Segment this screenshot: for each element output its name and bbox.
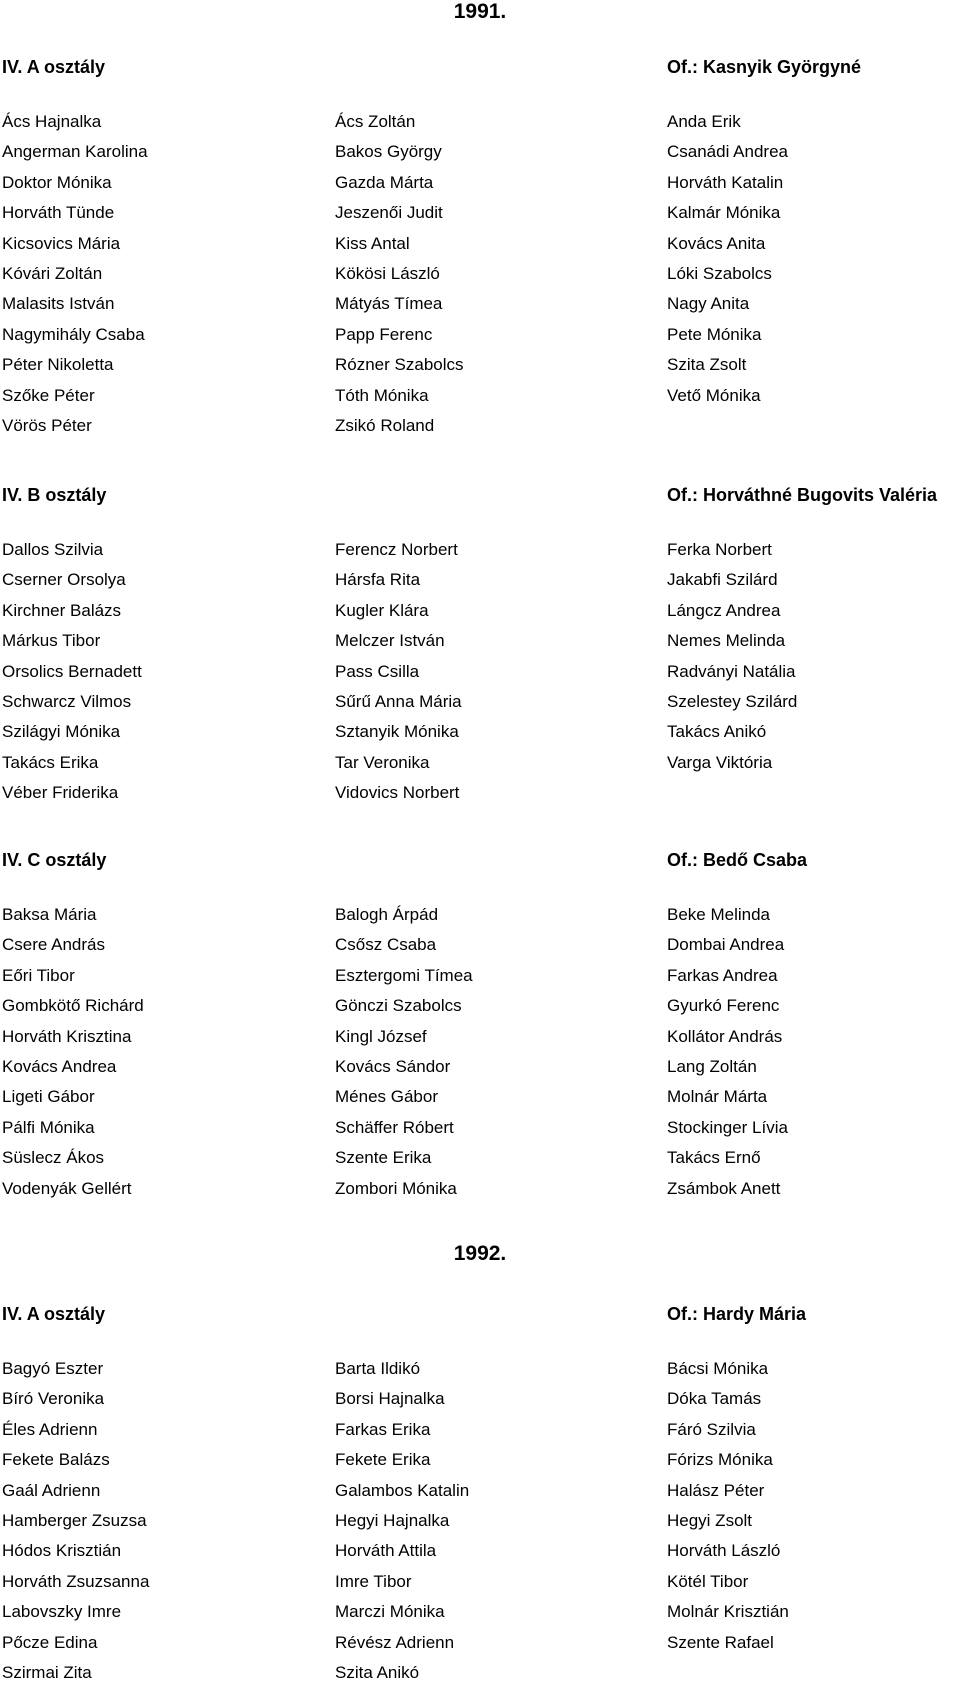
student-name: Rózner Szabolcs bbox=[335, 355, 464, 375]
student-name: Vodenyák Gellért bbox=[2, 1178, 132, 1198]
student-name: Ligeti Gábor bbox=[2, 1087, 95, 1107]
student-name: Gyurkó Ferenc bbox=[667, 996, 780, 1016]
student-name: Orsolics Bernadett bbox=[2, 661, 142, 681]
table-row bbox=[0, 1178, 960, 1208]
student-name: Éles Adrienn bbox=[2, 1419, 98, 1439]
student-name: Esztergomi Tímea bbox=[335, 965, 473, 985]
table-row bbox=[0, 1540, 960, 1570]
student-name: Dóka Tamás bbox=[667, 1389, 762, 1409]
student-name: Kóvári Zoltán bbox=[2, 263, 103, 283]
student-name: Hegyi Hajnalka bbox=[335, 1510, 450, 1530]
student-name: Szelestey Szilárd bbox=[667, 691, 798, 711]
student-name: Véber Friderika bbox=[2, 783, 119, 803]
student-name: Ferka Norbert bbox=[667, 540, 772, 559]
student-name: Bíró Veronika bbox=[2, 1389, 105, 1409]
student-name: Beke Melinda bbox=[667, 905, 771, 924]
table-row bbox=[0, 263, 960, 293]
student-name: Mátyás Tímea bbox=[335, 294, 443, 314]
table-row bbox=[0, 1419, 960, 1449]
class-header bbox=[0, 55, 960, 79]
student-list bbox=[0, 111, 960, 445]
table-row bbox=[0, 1480, 960, 1510]
table-row bbox=[0, 1510, 960, 1540]
table-row bbox=[0, 661, 960, 691]
student-name: Schwarcz Vilmos bbox=[2, 691, 132, 711]
table-row bbox=[0, 1086, 960, 1116]
table-row bbox=[0, 1147, 960, 1177]
class-header bbox=[0, 848, 960, 872]
student-name: Imre Tibor bbox=[335, 1571, 412, 1591]
student-name: Jakabfi Szilárd bbox=[667, 570, 778, 590]
student-name: Pass Csilla bbox=[335, 661, 420, 681]
student-name: Gaál Adrienn bbox=[2, 1480, 101, 1500]
student-name: Kovács Sándor bbox=[335, 1056, 451, 1076]
table-row bbox=[0, 202, 960, 232]
student-name: Kötél Tibor bbox=[667, 1571, 749, 1591]
student-name: Gombkötő Richárd bbox=[2, 996, 144, 1016]
student-name: Kökösi László bbox=[335, 263, 440, 283]
table-row bbox=[0, 1449, 960, 1479]
student-name: Fáró Szilvia bbox=[667, 1419, 756, 1439]
student-name: Kiss Antal bbox=[335, 233, 410, 253]
student-name: Kovács Anita bbox=[667, 233, 766, 253]
table-row bbox=[0, 141, 960, 171]
class-teacher: Of.: Horváthné Bugovits Valéria bbox=[667, 485, 938, 505]
student-name: Baksa Mária bbox=[2, 905, 97, 924]
student-name: Gönczi Szabolcs bbox=[335, 996, 462, 1016]
student-name: Bakos György bbox=[335, 142, 442, 162]
student-name: Fekete Erika bbox=[335, 1450, 431, 1470]
table-row bbox=[0, 904, 960, 934]
student-name: Angerman Karolina bbox=[2, 142, 148, 162]
student-name: Gazda Márta bbox=[335, 172, 434, 192]
student-name: Takács Ernő bbox=[667, 1148, 761, 1168]
student-name: Stockinger Lívia bbox=[667, 1117, 788, 1137]
table-row bbox=[0, 172, 960, 202]
student-list bbox=[0, 1358, 960, 1692]
class-teacher: Of.: Kasnyik Györgyné bbox=[667, 57, 862, 77]
class-header bbox=[0, 483, 960, 507]
student-name: Nemes Melinda bbox=[667, 631, 786, 651]
student-name: Vörös Péter bbox=[2, 415, 92, 435]
student-name: Kugler Klára bbox=[335, 600, 429, 620]
table-row bbox=[0, 782, 960, 812]
table-row bbox=[0, 1358, 960, 1388]
table-row bbox=[0, 354, 960, 384]
student-name: Lang Zoltán bbox=[667, 1056, 757, 1076]
student-name: Takács Anikó bbox=[667, 722, 767, 742]
table-row bbox=[0, 324, 960, 354]
year-heading: 1992. bbox=[453, 1242, 507, 1265]
student-name: Dallos Szilvia bbox=[2, 540, 104, 559]
student-name: Halász Péter bbox=[667, 1480, 765, 1500]
student-name: Pőcze Edina bbox=[2, 1632, 98, 1652]
student-name: Lóki Szabolcs bbox=[667, 263, 772, 283]
student-name: Malasits István bbox=[2, 294, 115, 314]
student-name: Molnár Krisztián bbox=[667, 1602, 789, 1622]
student-name: Melczer István bbox=[335, 631, 445, 651]
student-name: Ács Hajnalka bbox=[2, 112, 102, 131]
table-row bbox=[0, 965, 960, 995]
student-name: Szőke Péter bbox=[2, 385, 95, 405]
student-name: Csanádi Andrea bbox=[667, 142, 788, 162]
student-name: Vető Mónika bbox=[667, 385, 761, 405]
table-row bbox=[0, 415, 960, 445]
student-name: Horváth Katalin bbox=[667, 172, 784, 192]
class-name: IV. A osztály bbox=[2, 1304, 106, 1324]
student-name: Péter Nikoletta bbox=[2, 355, 114, 375]
table-row bbox=[0, 1571, 960, 1601]
student-name: Révész Adrienn bbox=[335, 1632, 455, 1652]
student-name: Farkas Andrea bbox=[667, 965, 778, 985]
student-name: Márkus Tibor bbox=[2, 631, 101, 651]
student-name: Doktor Mónika bbox=[2, 172, 112, 192]
student-name: Anda Erik bbox=[667, 112, 741, 131]
student-name: Csere András bbox=[2, 935, 105, 955]
table-row bbox=[0, 539, 960, 569]
student-name: Horváth Krisztina bbox=[2, 1026, 132, 1046]
student-name: Fekete Balázs bbox=[2, 1450, 110, 1470]
table-row bbox=[0, 1117, 960, 1147]
table-row bbox=[0, 1056, 960, 1086]
student-name: Borsi Hajnalka bbox=[335, 1389, 445, 1409]
student-name: Hársfa Rita bbox=[335, 570, 421, 590]
table-row bbox=[0, 1601, 960, 1631]
table-row bbox=[0, 600, 960, 630]
table-row bbox=[0, 752, 960, 782]
class-name: IV. B osztály bbox=[2, 485, 107, 505]
student-list bbox=[0, 539, 960, 813]
student-name: Horváth László bbox=[667, 1541, 781, 1561]
student-name: Galambos Katalin bbox=[335, 1480, 470, 1500]
student-name: Pete Mónika bbox=[667, 324, 762, 344]
table-row bbox=[0, 934, 960, 964]
student-name: Horváth Tünde bbox=[2, 203, 115, 223]
table-row bbox=[0, 569, 960, 599]
student-name: Papp Ferenc bbox=[335, 324, 433, 344]
student-name: Pálfi Mónika bbox=[2, 1117, 95, 1137]
table-row bbox=[0, 721, 960, 751]
student-name: Csősz Csaba bbox=[335, 935, 437, 955]
table-row bbox=[0, 111, 960, 141]
student-name: Jeszenői Judit bbox=[335, 203, 443, 223]
student-name: Cserner Orsolya bbox=[2, 570, 126, 590]
student-name: Szente Rafael bbox=[667, 1632, 774, 1652]
student-name: Zsámbok Anett bbox=[667, 1178, 781, 1198]
student-name: Ménes Gábor bbox=[335, 1087, 438, 1107]
student-name: Hódos Krisztián bbox=[2, 1541, 122, 1561]
table-row bbox=[0, 293, 960, 323]
class-teacher: Of.: Bedő Csaba bbox=[667, 850, 808, 870]
student-name: Bagyó Eszter bbox=[2, 1359, 104, 1378]
table-row bbox=[0, 1026, 960, 1056]
student-name: Fórizs Mónika bbox=[667, 1450, 773, 1470]
student-name: Szita Zsolt bbox=[667, 355, 747, 375]
year-heading: 1991. bbox=[453, 0, 507, 23]
student-name: Kicsovics Mária bbox=[2, 233, 121, 253]
student-name: Kalmár Mónika bbox=[667, 203, 781, 223]
student-name: Szita Anikó bbox=[335, 1662, 420, 1682]
student-name: Dombai Andrea bbox=[667, 935, 785, 955]
table-row bbox=[0, 1632, 960, 1662]
table-row bbox=[0, 1662, 960, 1692]
table-row bbox=[0, 233, 960, 263]
student-name: Sztanyik Mónika bbox=[335, 722, 459, 742]
student-name: Tóth Mónika bbox=[335, 385, 429, 405]
student-name: Marczi Mónika bbox=[335, 1602, 445, 1622]
student-name: Zombori Mónika bbox=[335, 1178, 457, 1198]
student-name: Ferencz Norbert bbox=[335, 540, 458, 559]
student-name: Szente Erika bbox=[335, 1148, 432, 1168]
student-name: Hamberger Zsuzsa bbox=[2, 1510, 147, 1530]
table-row bbox=[0, 385, 960, 415]
student-name: Szirmai Zita bbox=[2, 1662, 92, 1682]
student-name: Süslecz Ákos bbox=[2, 1148, 105, 1168]
table-row bbox=[0, 630, 960, 660]
student-name: Vidovics Norbert bbox=[335, 783, 460, 803]
student-name: Balogh Árpád bbox=[335, 905, 439, 924]
student-name: Kollátor András bbox=[667, 1026, 783, 1046]
student-name: Kovács Andrea bbox=[2, 1056, 117, 1076]
student-name: Takács Erika bbox=[2, 752, 99, 772]
student-name: Horváth Attila bbox=[335, 1541, 437, 1561]
student-name: Labovszky Imre bbox=[2, 1602, 122, 1622]
student-name: Bácsi Mónika bbox=[667, 1359, 769, 1378]
student-name: Molnár Márta bbox=[667, 1087, 768, 1107]
student-name: Kingl József bbox=[335, 1026, 427, 1046]
table-row bbox=[0, 691, 960, 721]
class-name: IV. A osztály bbox=[2, 57, 106, 77]
student-list bbox=[0, 904, 960, 1208]
student-name: Lángcz Andrea bbox=[667, 600, 781, 620]
student-name: Nagymihály Csaba bbox=[2, 324, 145, 344]
class-header bbox=[0, 1302, 960, 1326]
table-row bbox=[0, 995, 960, 1025]
student-name: Kirchner Balázs bbox=[2, 600, 122, 620]
student-name: Ács Zoltán bbox=[335, 112, 416, 131]
student-name: Szilágyi Mónika bbox=[2, 722, 121, 742]
student-name: Eőri Tibor bbox=[2, 965, 75, 985]
table-row bbox=[0, 1388, 960, 1418]
student-name: Hegyi Zsolt bbox=[667, 1510, 753, 1530]
student-name: Varga Viktória bbox=[667, 752, 773, 772]
student-name: Horváth Zsuzsanna bbox=[2, 1571, 150, 1591]
student-name: Barta Ildikó bbox=[335, 1359, 421, 1378]
student-name: Sűrű Anna Mária bbox=[335, 691, 462, 711]
student-name: Radványi Natália bbox=[667, 661, 796, 681]
student-name: Farkas Erika bbox=[335, 1419, 431, 1439]
student-name: Tar Veronika bbox=[335, 752, 430, 772]
student-name: Zsikó Roland bbox=[335, 415, 435, 435]
student-name: Schäffer Róbert bbox=[335, 1117, 454, 1137]
student-name: Nagy Anita bbox=[667, 294, 750, 314]
class-teacher: Of.: Hardy Mária bbox=[667, 1304, 807, 1324]
class-name: IV. C osztály bbox=[2, 850, 107, 870]
